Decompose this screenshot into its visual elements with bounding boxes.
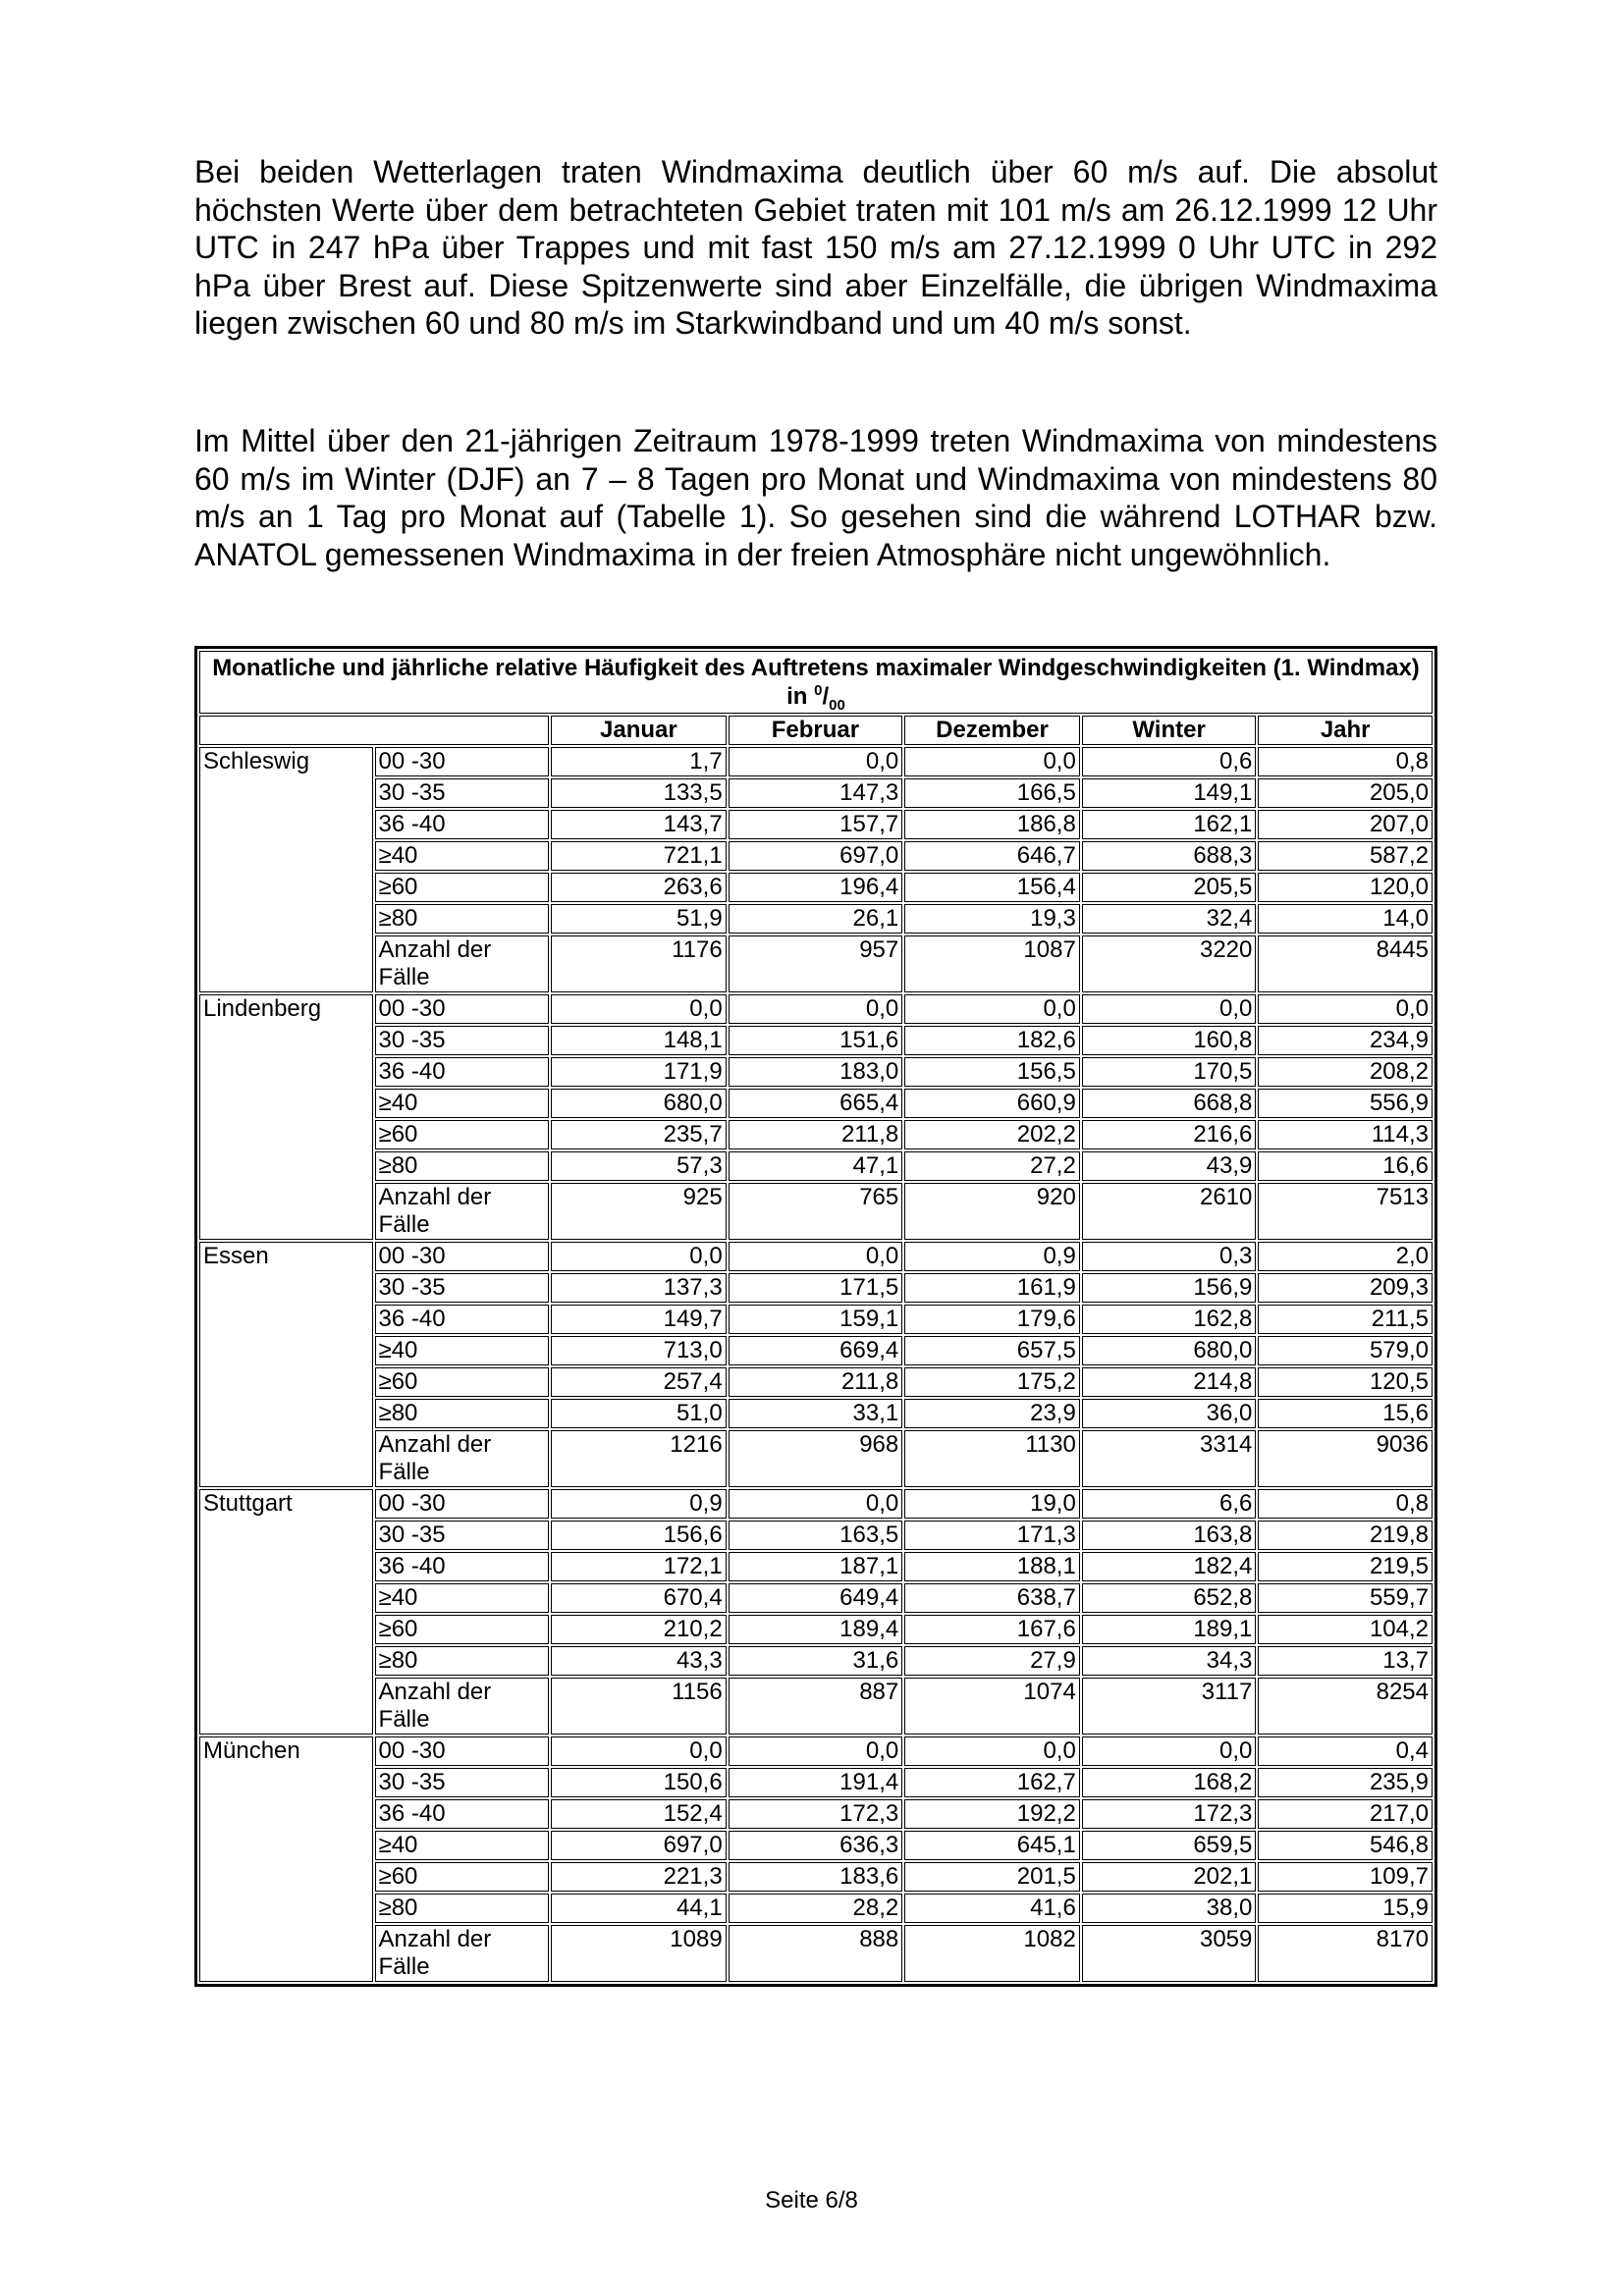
- value-cell: 257,4: [551, 1367, 727, 1397]
- table-title-row: [199, 651, 1433, 714]
- value-cell: 168,2: [1082, 1768, 1257, 1797]
- table-row: [199, 1552, 1433, 1581]
- value-cell: 151,6: [729, 1026, 903, 1055]
- value-cell: 0,3: [1082, 1242, 1257, 1271]
- value-cell: 186,8: [904, 810, 1080, 839]
- value-cell: 587,2: [1258, 841, 1433, 871]
- speed-range-label: ≥40: [375, 1583, 550, 1613]
- value-cell: 0,9: [904, 1242, 1080, 1271]
- table-row: [199, 935, 1433, 992]
- value-cell: 0,0: [551, 1242, 727, 1271]
- value-cell: 0,8: [1258, 1489, 1433, 1519]
- value-cell: 0,6: [1082, 747, 1257, 776]
- table-title-unit-slash: /: [822, 683, 830, 710]
- column-header: Jahr: [1258, 716, 1433, 745]
- value-cell: 2,0: [1258, 1242, 1433, 1271]
- value-cell: 171,5: [729, 1273, 903, 1303]
- value-cell: 0,0: [551, 994, 727, 1024]
- value-cell: 0,0: [729, 994, 903, 1024]
- value-cell: 1089: [551, 1925, 727, 1982]
- value-cell: 182,6: [904, 1026, 1080, 1055]
- table-row: [199, 1399, 1433, 1428]
- speed-range-label: 36 -40: [375, 1305, 550, 1334]
- speed-range-label: 00 -30: [375, 747, 550, 776]
- value-cell: 556,9: [1258, 1089, 1433, 1118]
- value-cell: 925: [551, 1183, 727, 1240]
- value-cell: 1087: [904, 935, 1080, 992]
- value-cell: 217,0: [1258, 1799, 1433, 1829]
- value-cell: 147,3: [729, 778, 903, 808]
- table-row: [199, 1768, 1433, 1797]
- paragraph-2: Im Mittel über den 21-jährigen Zeitraum 1978-1999 treten Windmaxima von mindestens 60 m/s im Winter (DJF) an 7 – 8 Tagen pro Monat und Windmaxima von mindestens 80 m/s an 1 Tag pro Monat auf (Tabelle 1). So gesehen sind die während LOTHAR bzw. ANATOL gemessenen Windmaxima in der freien Atmosphäre nicht ungewöhnlich.: [194, 423, 1437, 572]
- table-row: [199, 1799, 1433, 1829]
- value-cell: 33,1: [729, 1399, 903, 1428]
- table-row: [199, 1242, 1433, 1271]
- value-cell: 0,0: [729, 1736, 903, 1766]
- value-cell: 26,1: [729, 904, 903, 934]
- value-cell: 170,5: [1082, 1057, 1257, 1087]
- value-cell: 172,1: [551, 1552, 727, 1581]
- value-cell: 196,4: [729, 873, 903, 902]
- value-cell: 189,4: [729, 1615, 903, 1644]
- value-cell: 559,7: [1258, 1583, 1433, 1613]
- value-cell: 1176: [551, 935, 727, 992]
- value-cell: 15,6: [1258, 1399, 1433, 1428]
- value-cell: 41,6: [904, 1894, 1080, 1923]
- speed-range-label: 00 -30: [375, 1736, 550, 1766]
- wind-frequency-table: [194, 646, 1437, 1987]
- value-cell: 143,7: [551, 810, 727, 839]
- value-cell: 221,3: [551, 1862, 727, 1892]
- value-cell: 649,4: [729, 1583, 903, 1613]
- value-cell: 156,5: [904, 1057, 1080, 1087]
- value-cell: 669,4: [729, 1336, 903, 1365]
- value-cell: 120,5: [1258, 1367, 1433, 1397]
- table-row: [199, 1831, 1433, 1860]
- table-row: [199, 1489, 1433, 1519]
- speed-range-label: ≥80: [375, 1399, 550, 1428]
- value-cell: 175,2: [904, 1367, 1080, 1397]
- value-cell: 697,0: [729, 841, 903, 871]
- value-cell: 1216: [551, 1430, 727, 1487]
- value-cell: 211,8: [729, 1367, 903, 1397]
- table-row: [199, 1894, 1433, 1923]
- station-name: Essen: [199, 1242, 373, 1487]
- value-cell: 57,3: [551, 1151, 727, 1181]
- table-row: [199, 1367, 1433, 1397]
- value-cell: 157,7: [729, 810, 903, 839]
- speed-range-label: ≥80: [375, 904, 550, 934]
- table-row: [199, 1151, 1433, 1181]
- value-cell: 0,0: [551, 1736, 727, 1766]
- value-cell: 9036: [1258, 1430, 1433, 1487]
- value-cell: 162,7: [904, 1768, 1080, 1797]
- value-cell: 133,5: [551, 778, 727, 808]
- value-cell: 38,0: [1082, 1894, 1257, 1923]
- value-cell: 156,6: [551, 1521, 727, 1550]
- table-title: [199, 651, 1433, 714]
- case-count-label: Anzahl der Fälle: [375, 1183, 550, 1240]
- value-cell: 162,1: [1082, 810, 1257, 839]
- value-cell: 23,9: [904, 1399, 1080, 1428]
- speed-range-label: 36 -40: [375, 1057, 550, 1087]
- table-body: [199, 747, 1433, 1982]
- value-cell: 697,0: [551, 1831, 727, 1860]
- table-row: [199, 1583, 1433, 1613]
- value-cell: 219,8: [1258, 1521, 1433, 1550]
- value-cell: 156,9: [1082, 1273, 1257, 1303]
- table-row: [199, 1026, 1433, 1055]
- value-cell: 137,3: [551, 1273, 727, 1303]
- speed-range-label: ≥40: [375, 1336, 550, 1365]
- value-cell: 235,9: [1258, 1768, 1433, 1797]
- value-cell: 3220: [1082, 935, 1257, 992]
- value-cell: 148,1: [551, 1026, 727, 1055]
- value-cell: 172,3: [729, 1799, 903, 1829]
- value-cell: 149,1: [1082, 778, 1257, 808]
- value-cell: 201,5: [904, 1862, 1080, 1892]
- value-cell: 0,8: [1258, 747, 1433, 776]
- value-cell: 163,8: [1082, 1521, 1257, 1550]
- value-cell: 546,8: [1258, 1831, 1433, 1860]
- column-header: Dezember: [904, 716, 1080, 745]
- speed-range-label: 30 -35: [375, 1521, 550, 1550]
- value-cell: 209,3: [1258, 1273, 1433, 1303]
- table-row: [199, 1089, 1433, 1118]
- table-row: [199, 1678, 1433, 1735]
- value-cell: 668,8: [1082, 1089, 1257, 1118]
- value-cell: 0,0: [1258, 994, 1433, 1024]
- value-cell: 216,6: [1082, 1120, 1257, 1149]
- table-title-unit-sub: 00: [829, 696, 845, 714]
- value-cell: 888: [729, 1925, 903, 1982]
- value-cell: 189,1: [1082, 1615, 1257, 1644]
- value-cell: 7513: [1258, 1183, 1433, 1240]
- value-cell: 0,0: [729, 747, 903, 776]
- value-cell: 160,8: [1082, 1026, 1257, 1055]
- value-cell: 0,0: [1082, 994, 1257, 1024]
- value-cell: 765: [729, 1183, 903, 1240]
- value-cell: 27,2: [904, 1151, 1080, 1181]
- value-cell: 579,0: [1258, 1336, 1433, 1365]
- paragraph-1: Bei beiden Wetterlagen traten Windmaxima deutlich über 60 m/s auf. Die absolut höchsten Werte über dem betrachteten Gebiet traten mit 101 m/s am 26.12.1999 12 Uhr UTC in 247 hPa über Trappes und mit fast 150 m/s am 27.12.1999 0 Uhr UTC in 292 hPa über Brest auf. Diese Spitzenwerte sind aber Einzelfälle, die übrigen Windmaxima liegen zwischen 60 und 80 m/s im Starkwindband und um 40 m/s sonst.: [194, 154, 1437, 341]
- speed-range-label: ≥80: [375, 1151, 550, 1181]
- station-name: Schleswig: [199, 747, 373, 992]
- value-cell: 210,2: [551, 1615, 727, 1644]
- value-cell: 163,5: [729, 1521, 903, 1550]
- value-cell: 3314: [1082, 1430, 1257, 1487]
- value-cell: 214,8: [1082, 1367, 1257, 1397]
- table-row: [199, 747, 1433, 776]
- table-row: [199, 1183, 1433, 1240]
- value-cell: 211,8: [729, 1120, 903, 1149]
- case-count-label: Anzahl der Fälle: [375, 1678, 550, 1735]
- table-row: [199, 1120, 1433, 1149]
- table-row: [199, 994, 1433, 1024]
- page-number: Seite 6/8: [765, 2187, 858, 2214]
- value-cell: 207,0: [1258, 810, 1433, 839]
- value-cell: 47,1: [729, 1151, 903, 1181]
- value-cell: 968: [729, 1430, 903, 1487]
- value-cell: 167,6: [904, 1615, 1080, 1644]
- table-row: [199, 841, 1433, 871]
- value-cell: 957: [729, 935, 903, 992]
- table-title-text: Monatliche und jährliche relative Häufigkeit des Auftretens maximaler Windgeschwindigkeiten (1. Windmax) in: [212, 655, 1420, 710]
- speed-range-label: ≥40: [375, 1831, 550, 1860]
- value-cell: 202,2: [904, 1120, 1080, 1149]
- speed-range-label: 30 -35: [375, 1026, 550, 1055]
- table-row: [199, 1615, 1433, 1644]
- speed-range-label: 36 -40: [375, 1799, 550, 1829]
- value-cell: 51,0: [551, 1399, 727, 1428]
- station-name: Stuttgart: [199, 1489, 373, 1735]
- value-cell: 202,1: [1082, 1862, 1257, 1892]
- value-cell: 234,9: [1258, 1026, 1433, 1055]
- value-cell: 149,7: [551, 1305, 727, 1334]
- speed-range-label: 30 -35: [375, 1768, 550, 1797]
- value-cell: 660,9: [904, 1089, 1080, 1118]
- value-cell: 1156: [551, 1678, 727, 1735]
- value-cell: 27,9: [904, 1646, 1080, 1676]
- value-cell: 162,8: [1082, 1305, 1257, 1334]
- table-header-row: [199, 716, 1433, 745]
- value-cell: 235,7: [551, 1120, 727, 1149]
- column-header: Januar: [551, 716, 727, 745]
- value-cell: 152,4: [551, 1799, 727, 1829]
- value-cell: 19,3: [904, 904, 1080, 934]
- value-cell: 2610: [1082, 1183, 1257, 1240]
- value-cell: 183,0: [729, 1057, 903, 1087]
- value-cell: 0,0: [904, 747, 1080, 776]
- value-cell: 171,3: [904, 1521, 1080, 1550]
- speed-range-label: ≥60: [375, 1862, 550, 1892]
- speed-range-label: 30 -35: [375, 1273, 550, 1303]
- value-cell: 187,1: [729, 1552, 903, 1581]
- station-name: München: [199, 1736, 373, 1982]
- speed-range-label: 36 -40: [375, 1552, 550, 1581]
- table-row: [199, 904, 1433, 934]
- column-header: Februar: [729, 716, 903, 745]
- value-cell: 645,1: [904, 1831, 1080, 1860]
- table-row: [199, 1521, 1433, 1550]
- speed-range-label: ≥60: [375, 1367, 550, 1397]
- value-cell: 263,6: [551, 873, 727, 902]
- value-cell: 0,0: [1082, 1736, 1257, 1766]
- value-cell: 646,7: [904, 841, 1080, 871]
- value-cell: 0,4: [1258, 1736, 1433, 1766]
- value-cell: 28,2: [729, 1894, 903, 1923]
- value-cell: 120,0: [1258, 873, 1433, 902]
- value-cell: 191,4: [729, 1768, 903, 1797]
- value-cell: 920: [904, 1183, 1080, 1240]
- value-cell: 183,6: [729, 1862, 903, 1892]
- value-cell: 13,7: [1258, 1646, 1433, 1676]
- value-cell: 14,0: [1258, 904, 1433, 934]
- value-cell: 159,1: [729, 1305, 903, 1334]
- value-cell: 0,0: [729, 1489, 903, 1519]
- value-cell: 636,3: [729, 1831, 903, 1860]
- value-cell: 31,6: [729, 1646, 903, 1676]
- table-row: [199, 1305, 1433, 1334]
- value-cell: 680,0: [551, 1089, 727, 1118]
- value-cell: 192,2: [904, 1799, 1080, 1829]
- value-cell: 652,8: [1082, 1583, 1257, 1613]
- value-cell: 16,6: [1258, 1151, 1433, 1181]
- value-cell: 688,3: [1082, 841, 1257, 871]
- value-cell: 0,0: [729, 1242, 903, 1271]
- value-cell: 1074: [904, 1678, 1080, 1735]
- value-cell: 104,2: [1258, 1615, 1433, 1644]
- value-cell: 34,3: [1082, 1646, 1257, 1676]
- value-cell: 156,4: [904, 873, 1080, 902]
- speed-range-label: 00 -30: [375, 1489, 550, 1519]
- value-cell: 43,9: [1082, 1151, 1257, 1181]
- value-cell: 51,9: [551, 904, 727, 934]
- case-count-label: Anzahl der Fälle: [375, 1430, 550, 1487]
- value-cell: 721,1: [551, 841, 727, 871]
- value-cell: 8254: [1258, 1678, 1433, 1735]
- value-cell: 3059: [1082, 1925, 1257, 1982]
- table-title-unit-sup: 0: [814, 682, 823, 699]
- value-cell: 219,5: [1258, 1552, 1433, 1581]
- speed-range-label: 36 -40: [375, 810, 550, 839]
- value-cell: 659,5: [1082, 1831, 1257, 1860]
- value-cell: 32,4: [1082, 904, 1257, 934]
- case-count-label: Anzahl der Fälle: [375, 1925, 550, 1982]
- speed-range-label: 00 -30: [375, 994, 550, 1024]
- value-cell: 638,7: [904, 1583, 1080, 1613]
- table-row: [199, 1925, 1433, 1982]
- value-cell: 109,7: [1258, 1862, 1433, 1892]
- value-cell: 6,6: [1082, 1489, 1257, 1519]
- speed-range-label: ≥40: [375, 1089, 550, 1118]
- value-cell: 3117: [1082, 1678, 1257, 1735]
- speed-range-label: 30 -35: [375, 778, 550, 808]
- value-cell: 211,5: [1258, 1305, 1433, 1334]
- value-cell: 887: [729, 1678, 903, 1735]
- case-count-label: Anzahl der Fälle: [375, 935, 550, 992]
- value-cell: 179,6: [904, 1305, 1080, 1334]
- table-row: [199, 873, 1433, 902]
- value-cell: 172,3: [1082, 1799, 1257, 1829]
- column-header: Winter: [1082, 716, 1257, 745]
- speed-range-label: ≥60: [375, 1120, 550, 1149]
- value-cell: 43,3: [551, 1646, 727, 1676]
- speed-range-label: ≥80: [375, 1894, 550, 1923]
- value-cell: 150,6: [551, 1768, 727, 1797]
- table-row: [199, 810, 1433, 839]
- value-cell: 205,0: [1258, 778, 1433, 808]
- value-cell: 19,0: [904, 1489, 1080, 1519]
- speed-range-label: ≥60: [375, 873, 550, 902]
- value-cell: 188,1: [904, 1552, 1080, 1581]
- value-cell: 0,0: [904, 1736, 1080, 1766]
- value-cell: 680,0: [1082, 1336, 1257, 1365]
- table-row: [199, 1057, 1433, 1087]
- value-cell: 1,7: [551, 747, 727, 776]
- speed-range-label: ≥40: [375, 841, 550, 871]
- station-name: Lindenberg: [199, 994, 373, 1240]
- speed-range-label: ≥60: [375, 1615, 550, 1644]
- value-cell: 161,9: [904, 1273, 1080, 1303]
- speed-range-label: ≥80: [375, 1646, 550, 1676]
- value-cell: 670,4: [551, 1583, 727, 1613]
- table-row: [199, 1430, 1433, 1487]
- value-cell: 713,0: [551, 1336, 727, 1365]
- value-cell: 15,9: [1258, 1894, 1433, 1923]
- table-row: [199, 1862, 1433, 1892]
- value-cell: 114,3: [1258, 1120, 1433, 1149]
- table-row: [199, 778, 1433, 808]
- value-cell: 657,5: [904, 1336, 1080, 1365]
- value-cell: 8445: [1258, 935, 1433, 992]
- value-cell: 665,4: [729, 1089, 903, 1118]
- speed-range-label: 00 -30: [375, 1242, 550, 1271]
- value-cell: 205,5: [1082, 873, 1257, 902]
- table-row: [199, 1273, 1433, 1303]
- table-row: [199, 1646, 1433, 1676]
- value-cell: 1082: [904, 1925, 1080, 1982]
- value-cell: 166,5: [904, 778, 1080, 808]
- table-row: [199, 1336, 1433, 1365]
- value-cell: 0,0: [904, 994, 1080, 1024]
- value-cell: 1130: [904, 1430, 1080, 1487]
- value-cell: 182,4: [1082, 1552, 1257, 1581]
- value-cell: 44,1: [551, 1894, 727, 1923]
- value-cell: 8170: [1258, 1925, 1433, 1982]
- value-cell: 36,0: [1082, 1399, 1257, 1428]
- value-cell: 208,2: [1258, 1057, 1433, 1087]
- value-cell: 171,9: [551, 1057, 727, 1087]
- header-empty-cell: [199, 716, 549, 745]
- table-row: [199, 1736, 1433, 1766]
- value-cell: 0,9: [551, 1489, 727, 1519]
